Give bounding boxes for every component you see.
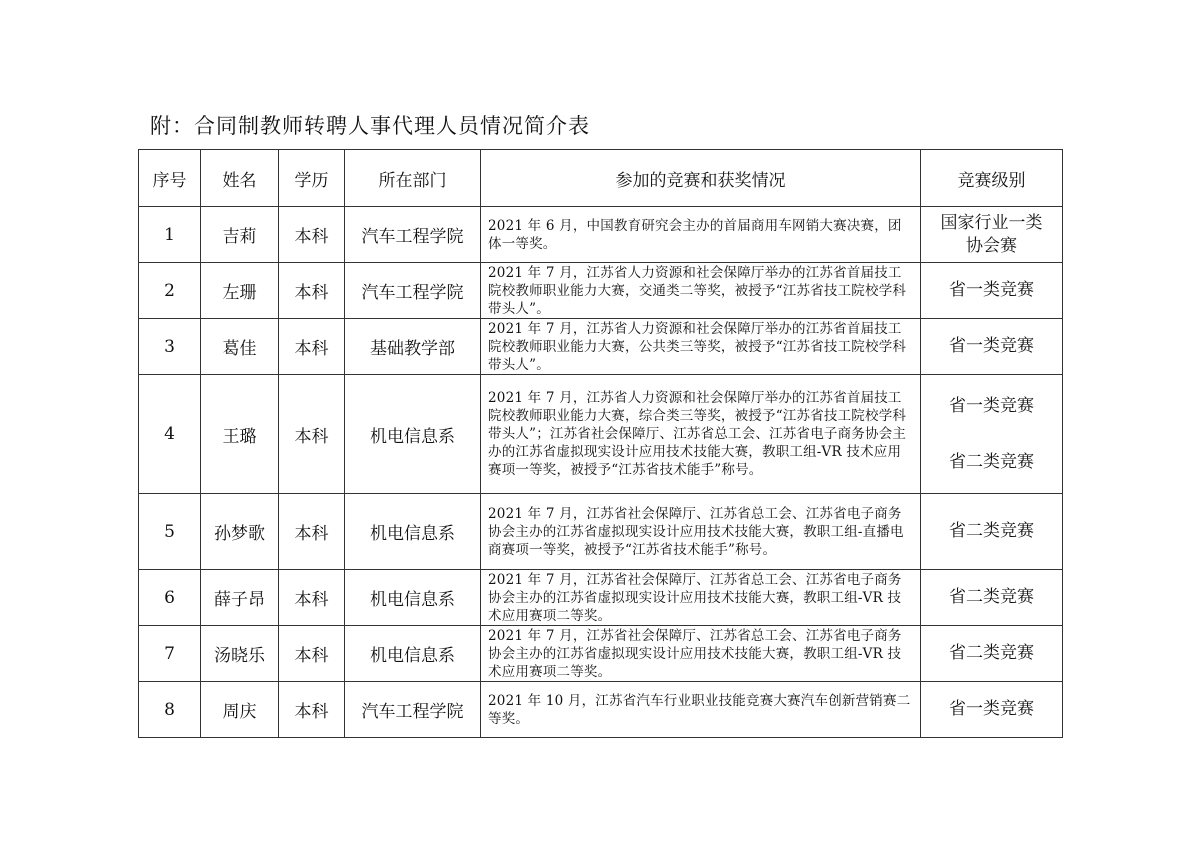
table-row bbox=[139, 375, 1063, 494]
header-index: 序号 bbox=[139, 150, 201, 207]
row-competition: 2021 年 7 月，江苏省社会保障厅、江苏省总工会、江苏省电子商务协会主办的江苏省虚拟现实设计应用技术技能大赛，教职工组-VR 技术应用赛项二等奖。 bbox=[481, 570, 921, 626]
header-department: 所在部门 bbox=[345, 150, 481, 207]
row-name: 王璐 bbox=[201, 375, 279, 494]
row-name: 周庆 bbox=[201, 682, 279, 738]
personnel-table bbox=[138, 149, 1063, 738]
level-text: 协会赛 bbox=[966, 235, 1017, 256]
row-index: 7 bbox=[139, 626, 201, 682]
row-level bbox=[921, 375, 1063, 494]
row-education: 本科 bbox=[279, 682, 345, 738]
row-index: 4 bbox=[139, 375, 201, 494]
table-row bbox=[139, 494, 1063, 570]
row-index: 8 bbox=[139, 682, 201, 738]
row-education: 本科 bbox=[279, 263, 345, 319]
row-department: 汽车工程学院 bbox=[345, 207, 481, 263]
row-level bbox=[921, 570, 1063, 626]
table-header-row bbox=[139, 150, 1063, 207]
header-competition: 参加的竞赛和获奖情况 bbox=[481, 150, 921, 207]
row-department: 机电信息系 bbox=[345, 375, 481, 494]
row-competition: 2021 年 7 月，江苏省社会保障厅、江苏省总工会、江苏省电子商务协会主办的江苏省虚拟现实设计应用技术技能大赛，教职工组-VR 技术应用赛项二等奖。 bbox=[481, 626, 921, 682]
level-text: 省二类竞赛 bbox=[949, 587, 1034, 607]
level-text: 国家行业一类 bbox=[940, 212, 1043, 233]
row-department: 机电信息系 bbox=[345, 626, 481, 682]
row-level bbox=[921, 263, 1063, 319]
row-index: 6 bbox=[139, 570, 201, 626]
row-department: 汽车工程学院 bbox=[345, 682, 481, 738]
row-competition: 2021 年 10 月，江苏省汽车行业职业技能竞赛大赛汽车创新营销赛二等奖。 bbox=[481, 682, 921, 738]
row-level bbox=[921, 626, 1063, 682]
row-education: 本科 bbox=[279, 626, 345, 682]
document-title: 附：合同制教师转聘人事代理人员情况简介表 bbox=[150, 114, 590, 138]
row-competition: 2021 年 7 月，江苏省人力资源和社会保障厅举办的江苏省首届技工院校教师职业能力大赛，综合类三等奖，被授予“江苏省技工院校学科带头人”；江苏省社会保障厅、江苏省总工会、江苏省电子商务协会主办的江苏省虚拟现实设计应用技术技能大赛，教职工组-VR 技术应用赛项一等奖，被授予“江苏省技术能手”称号。 bbox=[481, 375, 921, 494]
row-competition: 2021 年 7 月，江苏省社会保障厅、江苏省总工会、江苏省电子商务协会主办的江苏省虚拟现实设计应用技术技能大赛，教职工组-直播电商赛项一等奖，被授予“江苏省技术能手”称号。 bbox=[481, 494, 921, 570]
row-index: 1 bbox=[139, 207, 201, 263]
row-name: 左珊 bbox=[201, 263, 279, 319]
row-name: 孙梦歌 bbox=[201, 494, 279, 570]
row-level bbox=[921, 494, 1063, 570]
level-text: 省一类竞赛 bbox=[949, 280, 1034, 300]
level-text: 省二类竞赛 bbox=[949, 521, 1034, 541]
row-index: 2 bbox=[139, 263, 201, 319]
row-index: 5 bbox=[139, 494, 201, 570]
header-education: 学历 bbox=[279, 150, 345, 207]
row-level bbox=[921, 682, 1063, 738]
table-row bbox=[139, 626, 1063, 682]
row-name: 薛子昂 bbox=[201, 570, 279, 626]
table-row bbox=[139, 263, 1063, 319]
header-level: 竞赛级别 bbox=[921, 150, 1063, 207]
row-education: 本科 bbox=[279, 494, 345, 570]
row-level bbox=[921, 319, 1063, 375]
row-education: 本科 bbox=[279, 319, 345, 375]
level-text: 省一类竞赛 bbox=[949, 336, 1034, 356]
row-education: 本科 bbox=[279, 207, 345, 263]
level-text: 省二类竞赛 bbox=[949, 643, 1034, 663]
row-education: 本科 bbox=[279, 375, 345, 494]
row-department: 机电信息系 bbox=[345, 494, 481, 570]
table-row bbox=[139, 319, 1063, 375]
row-competition: 2021 年 7 月，江苏省人力资源和社会保障厅举办的江苏省首届技工院校教师职业能力大赛，交通类二等奖，被授予“江苏省技工院校学科带头人”。 bbox=[481, 263, 921, 319]
level-text: 省二类竞赛 bbox=[949, 451, 1034, 472]
level-spacer bbox=[921, 418, 1062, 451]
table-row bbox=[139, 207, 1063, 263]
row-competition: 2021 年 6 月，中国教育研究会主办的首届商用车网销大赛决赛，团体一等奖。 bbox=[481, 207, 921, 263]
row-education: 本科 bbox=[279, 570, 345, 626]
table-row bbox=[139, 682, 1063, 738]
row-department: 机电信息系 bbox=[345, 570, 481, 626]
level-text: 省一类竞赛 bbox=[949, 395, 1034, 416]
table-row bbox=[139, 570, 1063, 626]
level-text: 省一类竞赛 bbox=[949, 699, 1034, 719]
row-name: 葛佳 bbox=[201, 319, 279, 375]
row-name: 吉莉 bbox=[201, 207, 279, 263]
row-level bbox=[921, 207, 1063, 263]
row-competition: 2021 年 7 月，江苏省人力资源和社会保障厅举办的江苏省首届技工院校教师职业能力大赛，公共类三等奖，被授予“江苏省技工院校学科带头人”。 bbox=[481, 319, 921, 375]
header-name: 姓名 bbox=[201, 150, 279, 207]
row-index: 3 bbox=[139, 319, 201, 375]
row-name: 汤晓乐 bbox=[201, 626, 279, 682]
row-department: 汽车工程学院 bbox=[345, 263, 481, 319]
row-department: 基础教学部 bbox=[345, 319, 481, 375]
